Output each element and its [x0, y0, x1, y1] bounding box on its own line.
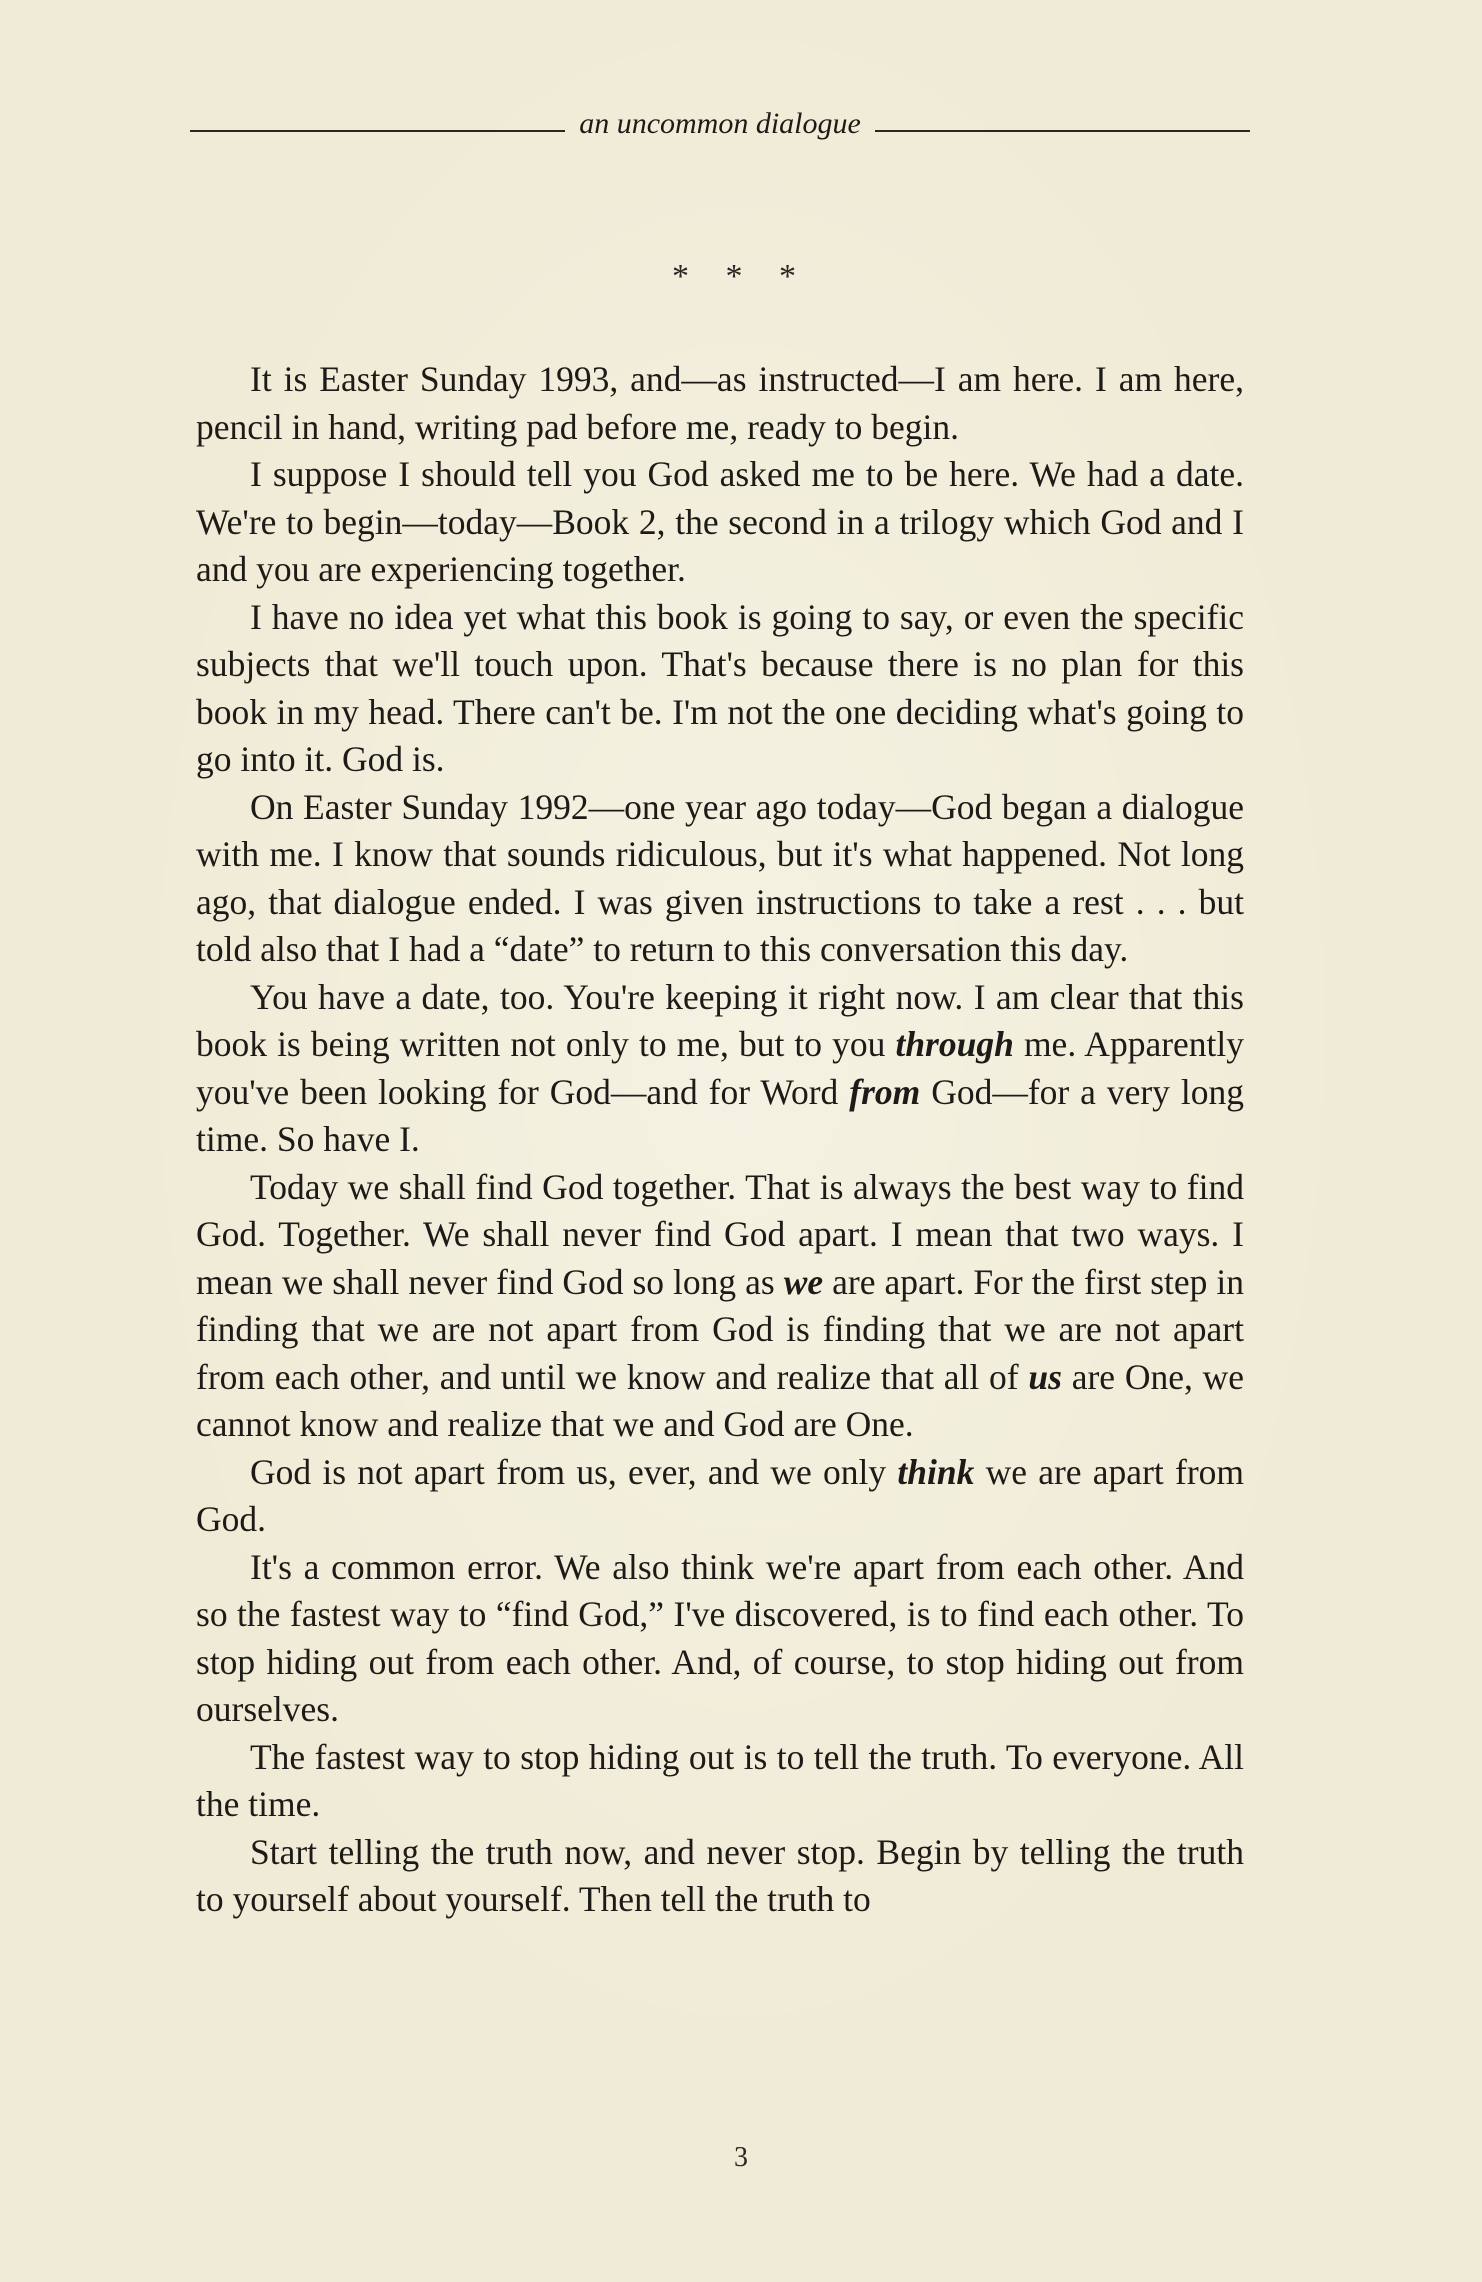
paragraph-text: are apart. For the first step in finding that we are not apart from God is finding that we are not apart from each other, and until we know and realize that all of: [196, 1261, 1244, 1397]
paragraph: [196, 1829, 1244, 1924]
emphasis-text: through: [895, 1024, 1014, 1064]
paragraph-text: I have no idea yet what this book is going to say, or even the specific subjects that we'll touch upon. That's because there is no plan for this book in my head. There can't be. I'm not the one deciding what's going to go into it. God is.: [196, 596, 1244, 779]
paragraph-text: we are apart from God.: [196, 1451, 1245, 1539]
paragraph-text: It is Easter Sunday 1993, and—as instructed—I am here. I am here, pencil in hand, writing pad before me, ready to begin.: [196, 359, 1244, 447]
paragraph: [196, 1164, 1244, 1449]
emphasis-text: think: [897, 1451, 975, 1492]
paragraph: [196, 1544, 1244, 1734]
paragraph-text: Today we shall find God together. That is always the best way to find God. Together. We shall never find God apart. I mean that two ways. I mean we shall never find God so long as: [196, 1166, 1244, 1302]
header-rule-left: [190, 130, 565, 132]
emphasis-text: we: [783, 1261, 824, 1302]
running-head-title: an uncommon dialogue: [579, 107, 861, 140]
paragraph-text: are One, we cannot know and realize that we and God are One.: [196, 1356, 1245, 1444]
paragraph-text: You have a date, too. You're keeping it right now. I am clear that this book is being written not only to me, but to you: [196, 976, 1244, 1064]
paragraph-text: me. Apparently you've been looking for God—and for Word: [196, 1024, 1245, 1112]
header-rule-right: [875, 130, 1250, 132]
paragraph: [196, 356, 1244, 451]
paragraph: [196, 974, 1244, 1164]
section-break-ornament: * * *: [672, 258, 810, 295]
body-text: [196, 356, 1244, 1924]
paragraph-text: God is not apart from us, ever, and we only: [250, 1451, 898, 1492]
running-header: [190, 104, 1250, 144]
paragraph: [196, 1734, 1244, 1829]
paragraph-text: I suppose I should tell you God asked me to be here. We had a date. We're to begin—today—Book 2, the second in a trilogy which God and I and you are experiencing together.: [196, 454, 1244, 589]
paragraph-text: Start telling the truth now, and never stop. Begin by telling the truth to yourself about yourself. Then tell the truth to: [196, 1831, 1244, 1919]
paragraph: [196, 594, 1244, 784]
paragraph: [196, 451, 1244, 594]
paragraph: [196, 1449, 1244, 1544]
emphasis-text: us: [1028, 1356, 1062, 1397]
paragraph-text: The fastest way to stop hiding out is to tell the truth. To everyone. All the time.: [196, 1736, 1244, 1824]
page-number: 3: [734, 2142, 748, 2173]
paragraph: [196, 784, 1244, 974]
paragraph-text: God—for a very long time. So have I.: [196, 1071, 1244, 1159]
paragraph-text: It's a common error. We also think we're apart from each other. And so the fastest way to “find God,” I've discovered, is to find each other. To stop hiding out from each other. And, of course, to stop hiding out from ourselves.: [196, 1546, 1244, 1729]
paragraph-text: On Easter Sunday 1992—one year ago today—God began a dialogue with me. I know that sounds ridiculous, but it's what happened. Not long ago, that dialogue ended. I was given instructions to take a rest . . . but told also that I had a “date” to return to this conversation this day.: [196, 786, 1244, 969]
emphasis-text: from: [849, 1071, 921, 1112]
